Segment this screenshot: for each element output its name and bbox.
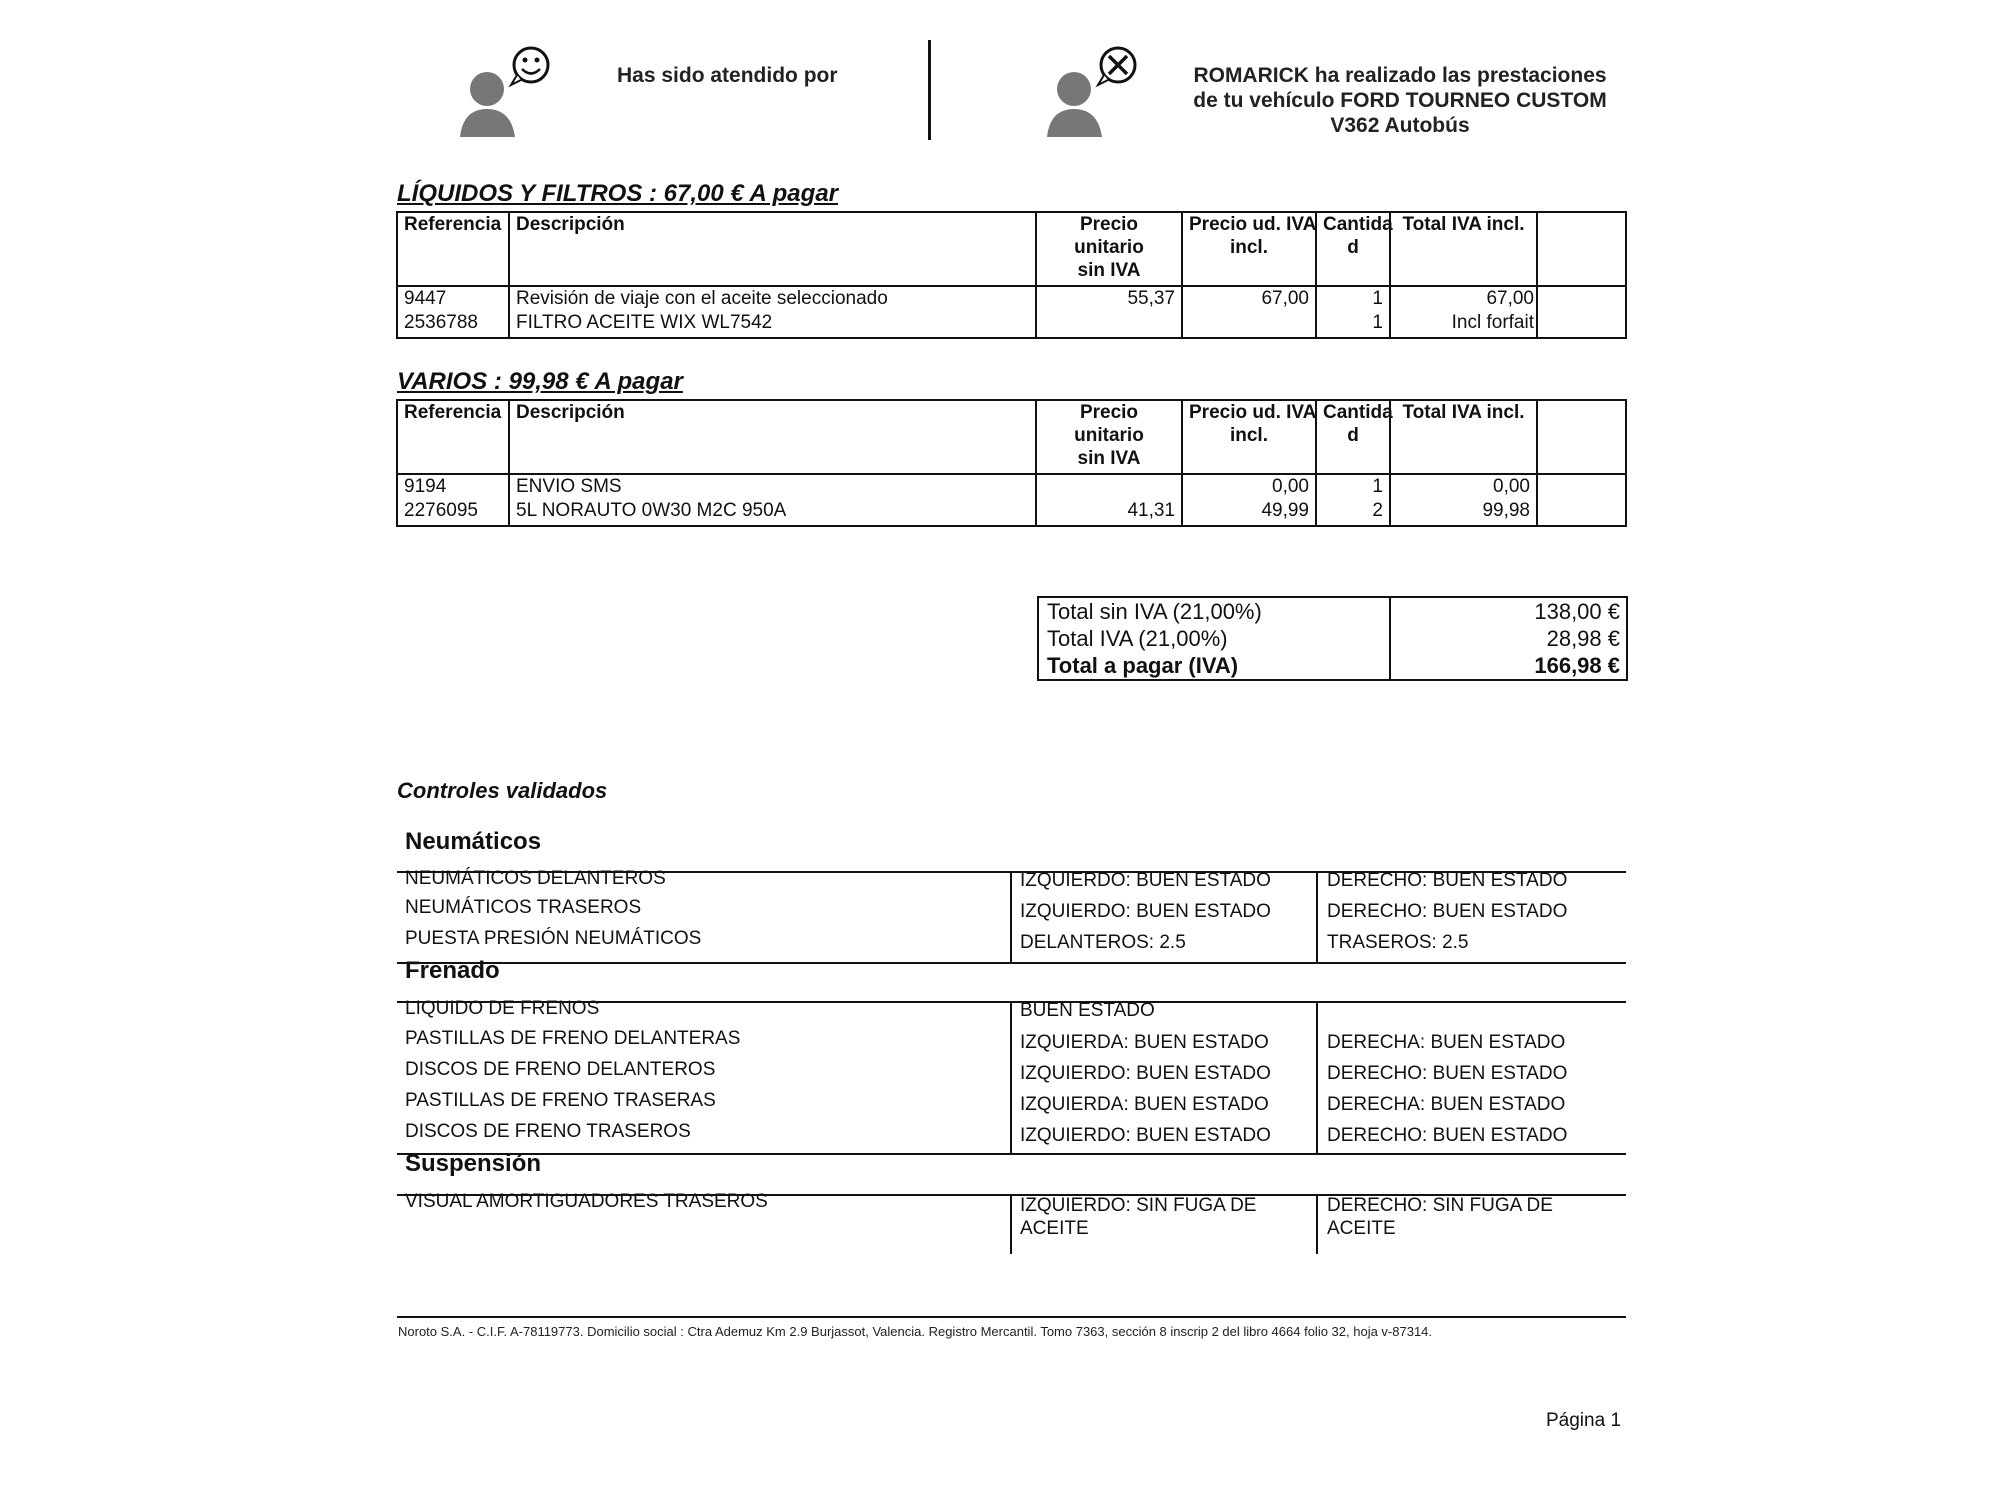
table-cell: 67,00 [1486, 288, 1534, 309]
col-cantidad [1316, 400, 1393, 474]
control-left: DELANTEROS: 2.5 [1020, 932, 1186, 953]
control-left: IZQUIERDO: BUEN ESTADO [1020, 901, 1271, 922]
table-cell: ENVIO SMS [516, 476, 622, 497]
cell-precio-iva [1182, 286, 1316, 338]
table-cell: 49,99 [1261, 500, 1309, 521]
totals-values [1390, 597, 1627, 680]
col-descripcion: Descripción [509, 400, 1036, 474]
service-summary [1170, 63, 1630, 138]
column-divider [1010, 1001, 1012, 1153]
service-line-3: V362 Autobús [1330, 114, 1470, 137]
col-precio-iva-l1: Precio ud. IVA [1189, 214, 1317, 235]
header-divider [928, 40, 931, 140]
col-precio-iva [1182, 212, 1316, 286]
control-right: DERECHO: BUEN ESTADO [1327, 870, 1568, 891]
col-cantidad-l2: d [1347, 237, 1359, 258]
cell-cantidad [1316, 286, 1390, 338]
table-cell: Revisión de viaje con el aceite seleccionado [516, 288, 888, 309]
header-left-icon-group [455, 45, 565, 140]
smiley-person-icon [455, 45, 565, 140]
table-cell: 2536788 [404, 312, 478, 333]
control-right-line-2: ACEITE [1327, 1218, 1396, 1239]
table-cell: 0,00 [1493, 476, 1530, 497]
control-item: DISCOS DE FRENO TRASEROS [405, 1121, 691, 1142]
col-precio-iva-l2: incl. [1229, 425, 1268, 446]
column-divider [1316, 1001, 1318, 1153]
liquidos-header-row [397, 212, 1626, 286]
control-item: VISUAL AMORTIGUADORES TRASEROS [405, 1191, 768, 1212]
table-cell [1043, 311, 1175, 335]
liquidos-section-title: LÍQUIDOS Y FILTROS : 67,00 € A pagar [397, 180, 838, 207]
control-right [1327, 1194, 1553, 1240]
table-cell: 41,31 [1127, 500, 1175, 521]
control-item: PASTILLAS DE FRENO TRASERAS [405, 1090, 716, 1111]
table-cell: 99,98 [1482, 500, 1530, 521]
cell-total [1390, 474, 1537, 526]
col-referencia: Referencia [397, 400, 509, 474]
group-divider [397, 1153, 1626, 1155]
col-precio-sin-iva-l2: sin IVA [1077, 448, 1141, 469]
group-title-suspension: Suspensión [405, 1150, 542, 1177]
col-empty [1537, 212, 1626, 286]
col-total: Total IVA incl. [1390, 212, 1537, 286]
table-cell: 1 [1372, 476, 1383, 497]
col-cantidad [1316, 212, 1393, 286]
attended-by-label: Has sido atendido por [617, 64, 838, 87]
control-item: NEUMÁTICOS TRASEROS [405, 897, 642, 918]
mechanic-person-icon [1042, 45, 1152, 140]
table-cell: 55,37 [1127, 288, 1175, 309]
table-cell [1043, 475, 1175, 499]
liquidos-table [396, 211, 1627, 339]
table-cell: 2 [1372, 500, 1383, 521]
col-cantidad-l1: Cantida [1323, 402, 1393, 423]
col-total: Total IVA incl. [1390, 400, 1537, 474]
column-divider [1010, 1194, 1012, 1254]
page-number: Página 1 [1546, 1410, 1622, 1431]
control-item: PASTILLAS DE FRENO DELANTERAS [405, 1028, 741, 1049]
control-item: LIQUIDO DE FRENOS [405, 998, 600, 1019]
legal-footer: Noroto S.A. - C.I.F. A-78119773. Domicilio social : Ctra Ademuz Km 2.9 Burjassot, Valencia. Registro Mercantil. Tomo 7363, sección 8 inscrip 2 del libro 4664 folio 32, hoja v-87314. [398, 1324, 1433, 1339]
control-left-line-1: IZQUIERDO: SIN FUGA DE [1020, 1195, 1257, 1216]
varios-table [396, 399, 1627, 527]
control-left: IZQUIERDO: BUEN ESTADO [1020, 1125, 1271, 1146]
cell-refs [397, 286, 509, 338]
control-left [1020, 1194, 1256, 1240]
col-descripcion: Descripción [509, 212, 1036, 286]
control-left: IZQUIERDO: BUEN ESTADO [1020, 870, 1271, 891]
table-cell: 0,00 [1272, 476, 1309, 497]
total-sin-iva-value: 138,00 € [1534, 599, 1620, 624]
total-a-pagar-value: 166,98 € [1534, 653, 1620, 678]
control-right: DERECHO: BUEN ESTADO [1327, 1125, 1568, 1146]
service-line-2: de tu vehículo FORD TOURNEO CUSTOM [1193, 89, 1607, 112]
varios-header-row [397, 400, 1626, 474]
service-line-1: ROMARICK ha realizado las prestaciones [1193, 64, 1607, 87]
col-referencia: Referencia [397, 212, 509, 286]
control-item: DISCOS DE FRENO DELANTEROS [405, 1059, 716, 1080]
column-divider [1316, 871, 1318, 963]
varios-section-title: VARIOS : 99,98 € A pagar [397, 368, 683, 395]
control-left-line-2: ACEITE [1020, 1218, 1089, 1239]
control-item: NEUMÁTICOS DELANTEROS [405, 868, 666, 889]
cell-empty [1537, 286, 1626, 338]
col-precio-iva-l1: Precio ud. IVA [1189, 402, 1317, 423]
column-divider [1010, 871, 1012, 963]
col-empty [1537, 400, 1626, 474]
col-precio-sin-iva [1036, 400, 1182, 474]
totals-body [1038, 597, 1627, 680]
total-iva-value: 28,98 € [1546, 626, 1620, 651]
table-cell: 9447 [404, 288, 447, 309]
control-left: IZQUIERDA: BUEN ESTADO [1020, 1032, 1269, 1053]
col-precio-sin-iva-l2: sin IVA [1077, 260, 1141, 281]
cell-precio-iva [1182, 474, 1316, 526]
table-cell: 2276095 [404, 500, 478, 521]
cell-refs [397, 474, 509, 526]
group-divider [397, 962, 1626, 964]
control-left: IZQUIERDO: BUEN ESTADO [1020, 1063, 1271, 1084]
header-right-icon-group [1042, 45, 1152, 140]
col-precio-sin-iva-l1: Precio unitario [1074, 214, 1144, 258]
cell-empty [1537, 474, 1626, 526]
cell-cantidad [1316, 474, 1390, 526]
table-cell: 1 [1372, 288, 1383, 309]
totals-table [1037, 596, 1628, 681]
cell-precio-sin-iva [1036, 286, 1182, 338]
total-iva-label: Total IVA (21,00%) [1047, 626, 1228, 651]
control-left: IZQUIERDA: BUEN ESTADO [1020, 1094, 1269, 1115]
control-right: DERECHA: BUEN ESTADO [1327, 1032, 1566, 1053]
table-cell: 1 [1372, 312, 1383, 333]
cell-descs [509, 474, 1036, 526]
table-cell: 9194 [404, 476, 447, 497]
table-cell [1189, 311, 1309, 335]
col-precio-iva-l2: incl. [1229, 237, 1268, 258]
total-sin-iva-label: Total sin IVA (21,00%) [1047, 599, 1262, 624]
col-precio-iva [1182, 400, 1316, 474]
total-a-pagar-label: Total a pagar (IVA) [1047, 653, 1239, 678]
table-cell: Incl forfait [1451, 312, 1534, 333]
liquidos-body-row [397, 286, 1626, 338]
table-cell: 67,00 [1261, 288, 1309, 309]
cell-precio-sin-iva [1036, 474, 1182, 526]
group-title-neumaticos: Neumáticos [405, 828, 542, 855]
cell-descs [509, 286, 1036, 338]
group-title-frenado: Frenado [405, 957, 500, 984]
totals-labels [1038, 597, 1390, 680]
col-cantidad-l1: Cantida [1323, 214, 1393, 235]
col-precio-sin-iva [1036, 212, 1182, 286]
table-cell: FILTRO ACEITE WIX WL7542 [516, 312, 773, 333]
control-right-line-1: DERECHO: SIN FUGA DE [1327, 1195, 1553, 1216]
control-right: DERECHA: BUEN ESTADO [1327, 1094, 1566, 1115]
table-cell: 5L NORAUTO 0W30 M2C 950A [516, 500, 787, 521]
control-right: TRASEROS: 2.5 [1327, 932, 1469, 953]
column-divider [1316, 1194, 1318, 1254]
control-left: BUEN ESTADO [1020, 1000, 1155, 1021]
control-item: PUESTA PRESIÓN NEUMÁTICOS [405, 928, 702, 949]
control-right: DERECHO: BUEN ESTADO [1327, 1063, 1568, 1084]
footer-divider [397, 1316, 1626, 1318]
controles-heading: Controles validados [397, 778, 608, 803]
cell-total [1390, 286, 1537, 338]
control-right: DERECHO: BUEN ESTADO [1327, 901, 1568, 922]
varios-body-row [397, 474, 1626, 526]
col-precio-sin-iva-l1: Precio unitario [1074, 402, 1144, 446]
col-cantidad-l2: d [1347, 425, 1359, 446]
